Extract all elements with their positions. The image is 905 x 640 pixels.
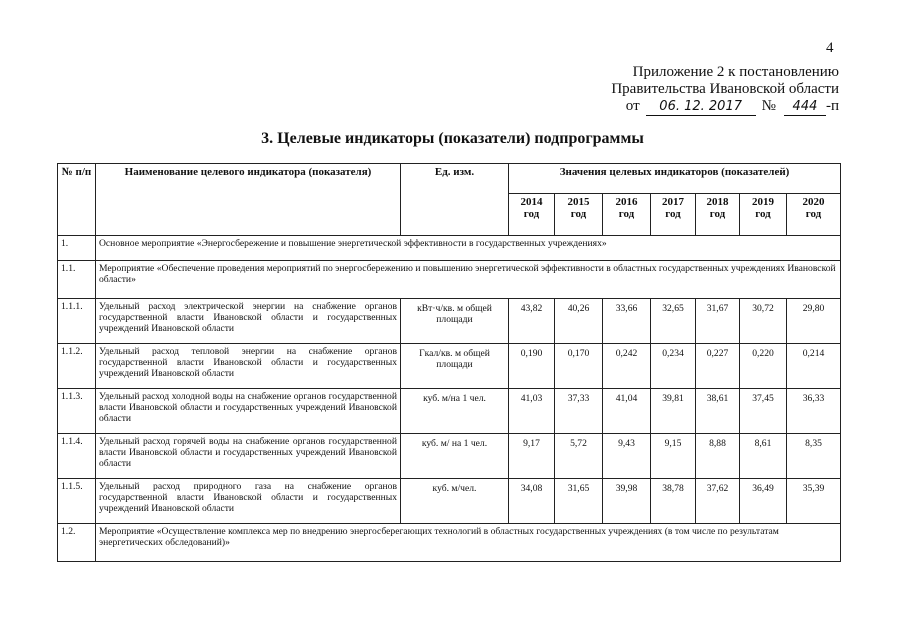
table-row (58, 299, 841, 344)
header-year (787, 194, 841, 236)
row-value: 8,88 (696, 434, 740, 479)
row-value: 38,61 (696, 389, 740, 434)
row-value: 5,72 (555, 434, 603, 479)
annex-header (519, 64, 839, 116)
row-value: 33,66 (603, 299, 651, 344)
row-value: 38,78 (651, 479, 696, 524)
header-year-number: 2016 (615, 196, 638, 208)
row-value: 0,227 (696, 344, 740, 389)
row-indicator-name: Удельный расход природного газа на снабжение органов государственной власти Ивановской области и государственных учреждений Ивановской области (96, 479, 401, 524)
header-year (603, 194, 651, 236)
row-num: 1. (58, 236, 96, 261)
row-measure-text: Мероприятие «Осуществление комплекса мер по внедрению энергосберегающих технологий в областных государственных учреждениях (в том числе по результатам энергетических обследований)» (96, 524, 841, 562)
row-value: 31,67 (696, 299, 740, 344)
header-year-number: 2019 (752, 196, 774, 208)
row-num: 1.1. (58, 261, 96, 299)
row-value: 36,33 (787, 389, 841, 434)
row-value: 41,03 (509, 389, 555, 434)
row-unit: Гкал/кв. м общей площади (401, 344, 509, 389)
row-value: 43,82 (509, 299, 555, 344)
annex-line-1: Приложение 2 к постановлению (632, 64, 839, 80)
row-value: 8,61 (740, 434, 787, 479)
row-value: 37,62 (696, 479, 740, 524)
indicators-table (57, 163, 841, 562)
header-year-unit: год (523, 208, 540, 220)
row-value: 36,49 (740, 479, 787, 524)
row-indicator-name: Удельный расход холодной воды на снабжение органов государственной власти Ивановской области и государственных учреждений Ивановской области (96, 389, 401, 434)
table-row (58, 434, 841, 479)
row-indicator-name: Удельный расход горячей воды на снабжение органов государственной власти Ивановской области и государственных учреждений Ивановской области (96, 434, 401, 479)
row-unit: куб. м/чел. (401, 479, 509, 524)
row-num: 1.2. (58, 524, 96, 562)
row-num: 1.1.1. (58, 299, 96, 344)
table-row (58, 389, 841, 434)
date-prefix: от (625, 98, 640, 114)
row-value: 31,65 (555, 479, 603, 524)
row-value: 30,72 (740, 299, 787, 344)
row-num: 1.1.5. (58, 479, 96, 524)
row-value: 37,33 (555, 389, 603, 434)
row-value: 0,234 (651, 344, 696, 389)
handwritten-number: 444 (784, 98, 826, 116)
header-year-number: 2018 (706, 196, 729, 208)
header-year-number: 2015 (567, 196, 590, 208)
header-year (696, 194, 740, 236)
header-year-number: 2020 (802, 196, 825, 208)
row-value: 29,80 (787, 299, 841, 344)
row-value: 0,170 (555, 344, 603, 389)
header-year-number: 2014 (520, 196, 543, 208)
header-year-unit: год (805, 208, 822, 220)
table-row-section (58, 261, 841, 299)
header-year (740, 194, 787, 236)
annex-date-line (519, 98, 839, 116)
row-value: 39,98 (603, 479, 651, 524)
row-indicator-name: Удельный расход электрической энергии на снабжение органов государственной власти Ивановской области и государственных учреждений Ивановской области (96, 299, 401, 344)
header-values: Значения целевых индикаторов (показателей) (509, 164, 841, 194)
number-suffix: -п (825, 98, 839, 114)
header-num: № п/п (58, 164, 96, 236)
number-prefix: № (761, 98, 776, 114)
row-value: 0,190 (509, 344, 555, 389)
header-year (509, 194, 555, 236)
row-num: 1.1.4. (58, 434, 96, 479)
row-value: 35,39 (787, 479, 841, 524)
row-value: 0,214 (787, 344, 841, 389)
header-year (555, 194, 603, 236)
header-name: Наименование целевого индикатора (показателя) (96, 164, 401, 236)
annex-line-2: Правительства Ивановской области (611, 81, 839, 97)
row-value: 37,45 (740, 389, 787, 434)
table-row-section (58, 524, 841, 562)
handwritten-date: 06. 12. 2017 (646, 98, 756, 116)
row-value: 41,04 (603, 389, 651, 434)
header-year-unit: год (618, 208, 635, 220)
header-year-number: 2017 (662, 196, 684, 208)
row-value: 9,17 (509, 434, 555, 479)
table-row (58, 479, 841, 524)
row-value: 34,08 (509, 479, 555, 524)
row-unit: кВт·ч/кв. м общей площади (401, 299, 509, 344)
table-row (58, 344, 841, 389)
header-year-unit: год (570, 208, 587, 220)
row-value: 32,65 (651, 299, 696, 344)
header-year-unit: год (709, 208, 726, 220)
row-measure-text: Мероприятие «Обеспечение проведения мероприятий по энергосбережению и повышению энергетической эффективности в областных государственных учреждениях Ивановской области» (96, 261, 841, 299)
row-value: 39,81 (651, 389, 696, 434)
header-unit: Ед. изм. (401, 164, 509, 236)
table-row-section (58, 236, 841, 261)
page-title: 3. Целевые индикаторы (показатели) подпрограммы (261, 130, 644, 147)
row-unit: куб. м/ на 1 чел. (401, 434, 509, 479)
row-indicator-name: Удельный расход тепловой энергии на снабжение органов государственной власти Ивановской области и государственных учреждений Ивановской области (96, 344, 401, 389)
header-year (651, 194, 696, 236)
row-value: 0,220 (740, 344, 787, 389)
row-value: 8,35 (787, 434, 841, 479)
header-year-unit: год (755, 208, 771, 220)
row-num: 1.1.2. (58, 344, 96, 389)
row-measure-text: Основное мероприятие «Энергосбережение и повышение энергетической эффективности в государственных учреждениях» (96, 236, 841, 261)
row-value: 40,26 (555, 299, 603, 344)
header-year-unit: год (665, 208, 681, 220)
row-unit: куб. м/на 1 чел. (401, 389, 509, 434)
row-num: 1.1.3. (58, 389, 96, 434)
row-value: 9,43 (603, 434, 651, 479)
page-number: 4 (826, 40, 834, 56)
row-value: 0,242 (603, 344, 651, 389)
row-value: 9,15 (651, 434, 696, 479)
